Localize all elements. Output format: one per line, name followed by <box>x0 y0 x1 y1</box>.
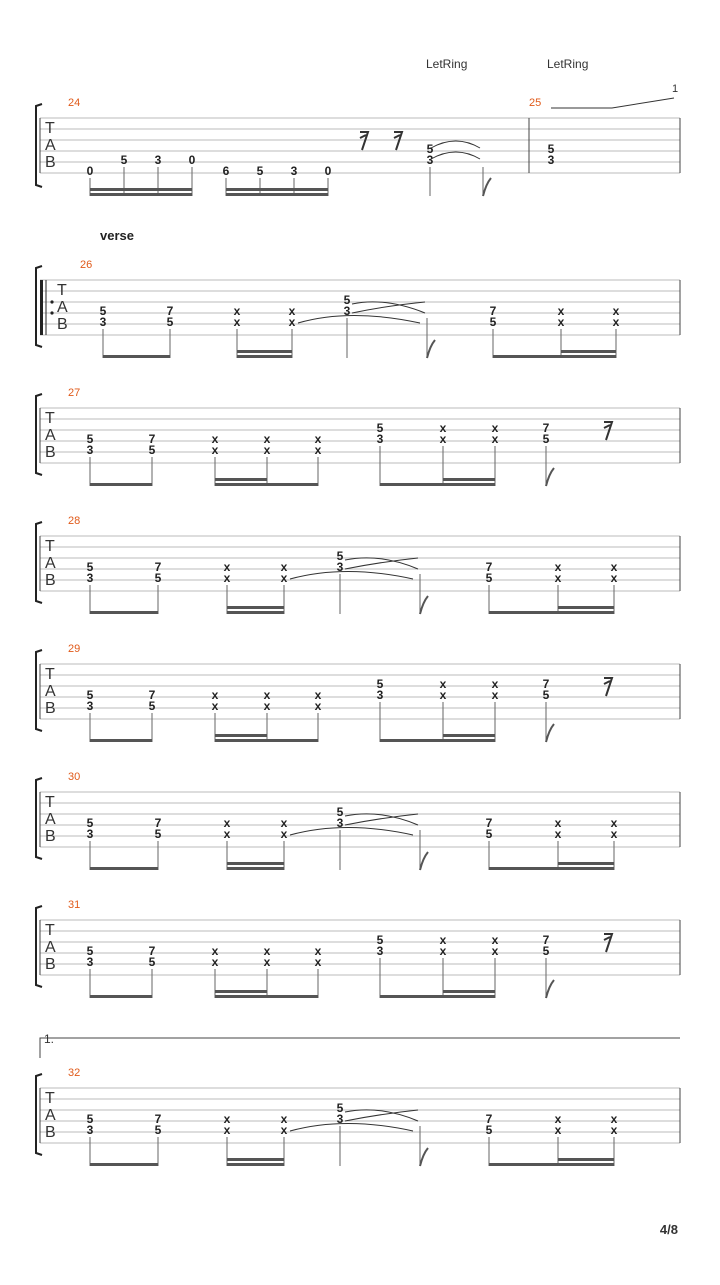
svg-text:x: x <box>612 315 620 329</box>
svg-text:x: x <box>223 1123 231 1137</box>
note-beams <box>90 1158 614 1166</box>
note-flag <box>546 980 554 998</box>
svg-text:7: 7 <box>148 688 156 702</box>
svg-text:x: x <box>439 432 447 446</box>
measure-number: 29 <box>68 643 81 655</box>
svg-text:3: 3 <box>86 1123 94 1137</box>
svg-text:5: 5 <box>120 153 128 167</box>
svg-text:x: x <box>439 421 447 435</box>
tab-clef <box>57 282 68 333</box>
note-beams <box>90 606 614 614</box>
tie-curve <box>352 302 425 313</box>
system-8 <box>36 1067 680 1166</box>
svg-text:A: A <box>57 299 68 316</box>
svg-text:0: 0 <box>324 164 332 178</box>
svg-text:x: x <box>314 688 322 702</box>
measure-number: 25 <box>529 97 542 109</box>
svg-text:x: x <box>439 933 447 947</box>
rest-symbol <box>604 678 612 696</box>
svg-text:5: 5 <box>542 688 550 702</box>
svg-text:A: A <box>45 683 56 700</box>
svg-text:x: x <box>211 955 219 969</box>
slide-curve <box>290 1124 413 1132</box>
svg-text:x: x <box>557 304 565 318</box>
svg-text:5: 5 <box>166 315 174 329</box>
tie-curve <box>431 141 480 148</box>
note-flag <box>546 468 554 486</box>
tab-clef <box>45 538 56 589</box>
svg-text:7: 7 <box>542 677 550 691</box>
svg-text:5: 5 <box>489 315 497 329</box>
svg-text:x: x <box>280 827 288 841</box>
svg-text:B: B <box>45 956 56 973</box>
svg-text:5: 5 <box>542 432 550 446</box>
svg-text:x: x <box>491 933 499 947</box>
svg-text:x: x <box>554 1123 562 1137</box>
repeat-start-thick <box>40 280 43 335</box>
svg-text:x: x <box>491 432 499 446</box>
note-beams <box>103 350 616 358</box>
measure-number: 31 <box>68 899 81 911</box>
svg-text:x: x <box>439 677 447 691</box>
note-flag <box>483 178 491 196</box>
rest-symbol <box>604 422 612 440</box>
tab-staff-lines <box>40 792 680 847</box>
svg-text:x: x <box>610 827 618 841</box>
svg-text:x: x <box>233 304 241 318</box>
svg-text:B: B <box>45 444 56 461</box>
svg-text:x: x <box>223 1112 231 1126</box>
system-bracket <box>36 104 42 187</box>
let-ring-label: LetRing <box>547 57 589 71</box>
let-ring-label: LetRing <box>426 57 468 71</box>
svg-text:x: x <box>314 955 322 969</box>
tie-curve <box>431 152 480 159</box>
slide-curve <box>298 316 420 324</box>
svg-text:7: 7 <box>542 933 550 947</box>
svg-text:7: 7 <box>154 1112 162 1126</box>
svg-text:0: 0 <box>86 164 94 178</box>
svg-text:x: x <box>280 1112 288 1126</box>
svg-text:5: 5 <box>148 955 156 969</box>
svg-text:T: T <box>45 1090 55 1107</box>
svg-text:x: x <box>263 955 271 969</box>
note-beams <box>90 188 328 196</box>
svg-text:x: x <box>610 1123 618 1137</box>
svg-text:5: 5 <box>148 699 156 713</box>
svg-text:5: 5 <box>336 805 344 819</box>
svg-text:x: x <box>314 699 322 713</box>
svg-text:B: B <box>45 1124 56 1141</box>
svg-text:7: 7 <box>154 560 162 574</box>
note-flag <box>546 724 554 742</box>
note-flag <box>420 1148 428 1166</box>
svg-text:x: x <box>280 1123 288 1137</box>
svg-text:T: T <box>45 120 55 137</box>
svg-text:A: A <box>45 811 56 828</box>
svg-text:5: 5 <box>376 677 384 691</box>
svg-text:5: 5 <box>256 164 264 178</box>
tab-clef <box>45 120 56 171</box>
svg-text:B: B <box>45 154 56 171</box>
svg-text:7: 7 <box>489 304 497 318</box>
note-beams <box>90 990 495 998</box>
tab-clef <box>45 1090 56 1141</box>
bend-value: 1 <box>672 83 679 95</box>
svg-text:3: 3 <box>86 699 94 713</box>
svg-text:5: 5 <box>99 304 107 318</box>
svg-text:0: 0 <box>188 153 196 167</box>
svg-text:3: 3 <box>86 571 94 585</box>
svg-text:x: x <box>439 944 447 958</box>
svg-text:x: x <box>554 571 562 585</box>
svg-text:3: 3 <box>86 955 94 969</box>
svg-text:3: 3 <box>376 432 384 446</box>
svg-text:x: x <box>288 304 296 318</box>
svg-text:5: 5 <box>148 443 156 457</box>
svg-text:5: 5 <box>343 293 351 307</box>
svg-text:x: x <box>263 432 271 446</box>
svg-text:T: T <box>45 410 55 427</box>
svg-text:6: 6 <box>222 164 230 178</box>
svg-text:5: 5 <box>336 549 344 563</box>
note-flag <box>420 852 428 870</box>
tie-curve <box>345 814 418 825</box>
svg-text:5: 5 <box>154 571 162 585</box>
svg-text:x: x <box>610 816 618 830</box>
measure-number: 26 <box>80 259 93 271</box>
svg-text:7: 7 <box>154 816 162 830</box>
svg-text:B: B <box>45 828 56 845</box>
system-4 <box>36 515 680 614</box>
system-2 <box>36 259 680 358</box>
tab-clef <box>45 410 56 461</box>
tab-staff-lines <box>40 408 680 463</box>
section-label: verse <box>100 228 134 243</box>
svg-text:5: 5 <box>426 142 434 156</box>
svg-text:A: A <box>45 137 56 154</box>
tie-curve <box>345 558 418 569</box>
measure-number: 32 <box>68 1067 81 1079</box>
note-beams <box>90 862 614 870</box>
svg-text:5: 5 <box>376 421 384 435</box>
svg-text:x: x <box>223 816 231 830</box>
tab-clef <box>45 666 56 717</box>
svg-text:x: x <box>610 1112 618 1126</box>
svg-text:3: 3 <box>86 443 94 457</box>
svg-text:x: x <box>288 315 296 329</box>
svg-text:5: 5 <box>542 944 550 958</box>
svg-text:3: 3 <box>86 827 94 841</box>
svg-text:x: x <box>554 827 562 841</box>
svg-text:x: x <box>223 571 231 585</box>
svg-text:3: 3 <box>336 816 344 830</box>
svg-text:7: 7 <box>166 304 174 318</box>
svg-text:x: x <box>439 688 447 702</box>
svg-text:x: x <box>491 688 499 702</box>
slide-curve <box>290 572 413 580</box>
svg-text:x: x <box>223 560 231 574</box>
svg-text:3: 3 <box>99 315 107 329</box>
svg-text:x: x <box>612 304 620 318</box>
svg-text:5: 5 <box>154 827 162 841</box>
rest-symbol <box>604 934 612 952</box>
svg-text:3: 3 <box>336 1112 344 1126</box>
svg-text:5: 5 <box>485 1123 493 1137</box>
svg-text:7: 7 <box>148 432 156 446</box>
svg-text:A: A <box>45 427 56 444</box>
svg-text:5: 5 <box>86 688 94 702</box>
svg-text:x: x <box>263 944 271 958</box>
svg-text:5: 5 <box>547 142 555 156</box>
svg-text:T: T <box>57 282 67 299</box>
system-1 <box>36 57 680 196</box>
svg-text:3: 3 <box>336 560 344 574</box>
svg-text:x: x <box>557 315 565 329</box>
system-3 <box>36 387 680 486</box>
note-beams <box>90 478 495 486</box>
repeat-dot <box>50 311 53 314</box>
svg-text:x: x <box>211 688 219 702</box>
note-beams <box>90 734 495 742</box>
svg-text:5: 5 <box>376 933 384 947</box>
bend-line <box>551 98 674 108</box>
svg-text:x: x <box>491 421 499 435</box>
svg-text:x: x <box>610 571 618 585</box>
svg-text:x: x <box>211 443 219 457</box>
svg-text:T: T <box>45 538 55 555</box>
svg-text:3: 3 <box>376 944 384 958</box>
svg-text:A: A <box>45 555 56 572</box>
rest-symbols <box>360 132 402 150</box>
svg-text:x: x <box>223 827 231 841</box>
svg-text:3: 3 <box>547 153 555 167</box>
svg-text:7: 7 <box>485 560 493 574</box>
svg-text:x: x <box>211 432 219 446</box>
svg-text:x: x <box>211 699 219 713</box>
svg-text:7: 7 <box>148 944 156 958</box>
tab-staff-lines <box>40 280 680 335</box>
slide-curve <box>290 828 413 836</box>
note-flag <box>427 340 435 358</box>
tie-curve <box>345 1110 418 1121</box>
svg-text:x: x <box>211 944 219 958</box>
svg-text:x: x <box>280 571 288 585</box>
measure-number: 24 <box>68 97 81 109</box>
svg-text:5: 5 <box>86 432 94 446</box>
tab-staff-lines <box>40 920 680 975</box>
svg-text:3: 3 <box>426 153 434 167</box>
svg-text:T: T <box>45 922 55 939</box>
svg-text:B: B <box>45 700 56 717</box>
system-7 <box>36 899 680 998</box>
tab-staff-lines <box>40 118 680 173</box>
system-5 <box>36 643 680 742</box>
svg-text:x: x <box>314 944 322 958</box>
svg-text:x: x <box>491 944 499 958</box>
note-flag <box>420 596 428 614</box>
svg-text:5: 5 <box>86 560 94 574</box>
system-6 <box>36 771 680 870</box>
svg-text:7: 7 <box>542 421 550 435</box>
tab-staff-lines <box>40 664 680 719</box>
svg-text:5: 5 <box>86 1112 94 1126</box>
svg-text:x: x <box>280 560 288 574</box>
svg-text:7: 7 <box>485 816 493 830</box>
svg-text:5: 5 <box>86 816 94 830</box>
measure-number: 28 <box>68 515 81 527</box>
svg-text:5: 5 <box>336 1101 344 1115</box>
svg-text:x: x <box>263 699 271 713</box>
svg-text:x: x <box>491 677 499 691</box>
tab-clef <box>45 922 56 973</box>
svg-text:T: T <box>45 666 55 683</box>
page-number: 4/8 <box>659 1222 678 1237</box>
tab-staff-lines <box>40 1088 680 1143</box>
tab-clef <box>45 794 56 845</box>
svg-text:3: 3 <box>290 164 298 178</box>
repeat-dot <box>50 300 53 303</box>
volta-bracket <box>40 1032 680 1058</box>
svg-text:5: 5 <box>485 827 493 841</box>
svg-text:x: x <box>263 443 271 457</box>
measure-number: 27 <box>68 387 81 399</box>
svg-text:3: 3 <box>376 688 384 702</box>
svg-text:B: B <box>45 572 56 589</box>
svg-text:5: 5 <box>86 944 94 958</box>
svg-text:A: A <box>45 939 56 956</box>
svg-text:A: A <box>45 1107 56 1124</box>
svg-text:x: x <box>233 315 241 329</box>
svg-text:x: x <box>263 688 271 702</box>
svg-text:x: x <box>554 816 562 830</box>
volta-label: 1. <box>44 1032 55 1046</box>
svg-text:x: x <box>610 560 618 574</box>
note-stems <box>90 167 483 196</box>
svg-text:x: x <box>280 816 288 830</box>
measure-number: 30 <box>68 771 81 783</box>
svg-text:7: 7 <box>485 1112 493 1126</box>
svg-text:5: 5 <box>485 571 493 585</box>
svg-text:x: x <box>554 1112 562 1126</box>
svg-text:T: T <box>45 794 55 811</box>
svg-text:3: 3 <box>154 153 162 167</box>
svg-text:x: x <box>314 432 322 446</box>
svg-text:3: 3 <box>343 304 351 318</box>
svg-text:5: 5 <box>154 1123 162 1137</box>
tab-staff-lines <box>40 536 680 591</box>
svg-text:x: x <box>314 443 322 457</box>
svg-text:x: x <box>554 560 562 574</box>
svg-text:B: B <box>57 316 68 333</box>
